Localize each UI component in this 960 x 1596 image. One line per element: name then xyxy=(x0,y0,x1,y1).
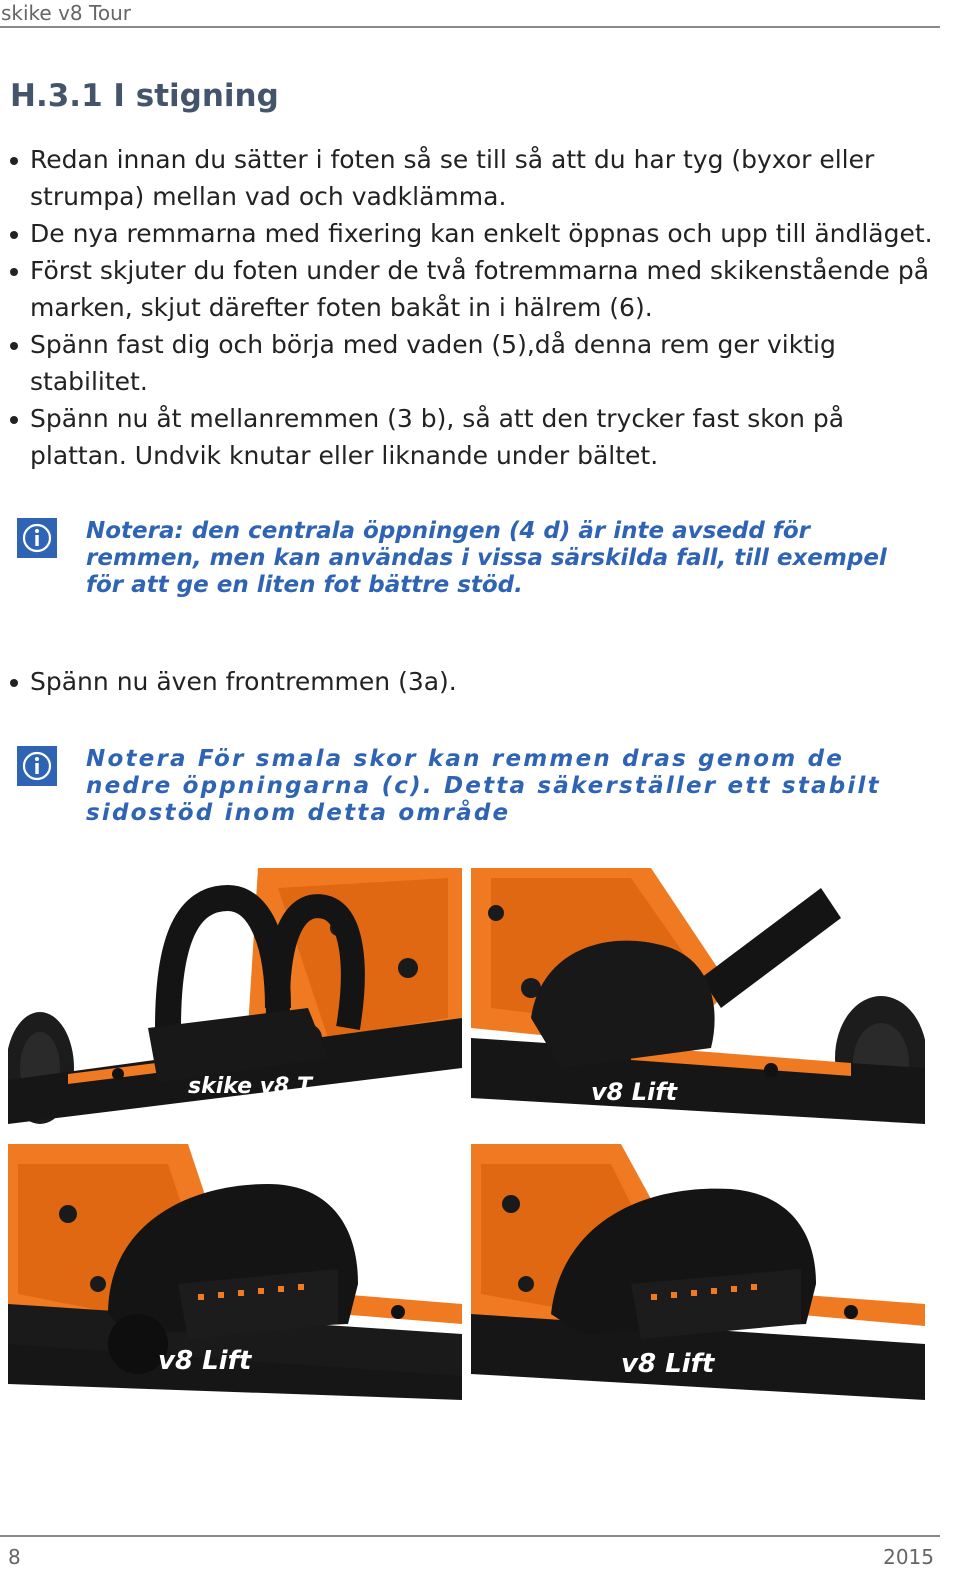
photo-brand-label: v8 Lift xyxy=(621,1349,715,1379)
product-photo-front-strap-open xyxy=(471,868,925,1124)
info-icon xyxy=(17,518,57,558)
document-header-title: skike v8 Tour xyxy=(1,1,131,25)
list-item: Redan innan du sätter i foten så se till så att du har tyg (byxor eller strumpa) mellan vad och vadklämma. xyxy=(8,141,938,215)
product-photo-strap-narrow-shoe xyxy=(471,1144,925,1400)
photo-brand-label: skike v8 T xyxy=(188,1074,313,1099)
page-number: 8 xyxy=(8,1545,21,1569)
instruction-list-second xyxy=(8,663,938,700)
list-item: Spänn nu åt mellanremmen (3 b), så att den trycker fast skon på plattan. Undvik knutar eller liknande under bältet. xyxy=(8,400,938,474)
list-item: Spänn nu även frontremmen (3a). xyxy=(8,663,938,700)
product-photo-front-strap-closed xyxy=(8,1144,462,1400)
product-photo-rear-strap-open xyxy=(8,868,462,1124)
footer-year: 2015 xyxy=(883,1545,934,1569)
list-item: Spänn fast dig och börja med vaden (5),då denna rem ger viktig stabilitet. xyxy=(8,326,938,400)
note-text: Notera För smala skor kan remmen dras genom de nedre öppningarna (c). Detta säkerställer ett stabilt sidostöd inom detta område xyxy=(86,746,881,826)
info-icon xyxy=(17,746,57,786)
list-item: De nya remmarna med fixering kan enkelt öppnas och upp till ändläget. xyxy=(8,215,938,252)
photo-brand-label: v8 Lift xyxy=(591,1078,678,1106)
photo-brand-label: v8 Lift xyxy=(158,1346,252,1376)
footer-divider xyxy=(0,1535,940,1537)
section-heading: H.3.1 I stigning xyxy=(10,78,279,114)
note-text: Notera: den centrala öppningen (4 d) är inte avsedd för remmen, men kan användas i vissa särskilda fall, till exempel för att ge en liten fot bättre stöd. xyxy=(86,518,887,598)
list-item: Först skjuter du foten under de två fotremmarna med skikenstående på marken, skjut därefter foten bakåt in i hälrem (6). xyxy=(8,252,938,326)
header-divider xyxy=(0,26,940,28)
instruction-list xyxy=(8,141,938,474)
